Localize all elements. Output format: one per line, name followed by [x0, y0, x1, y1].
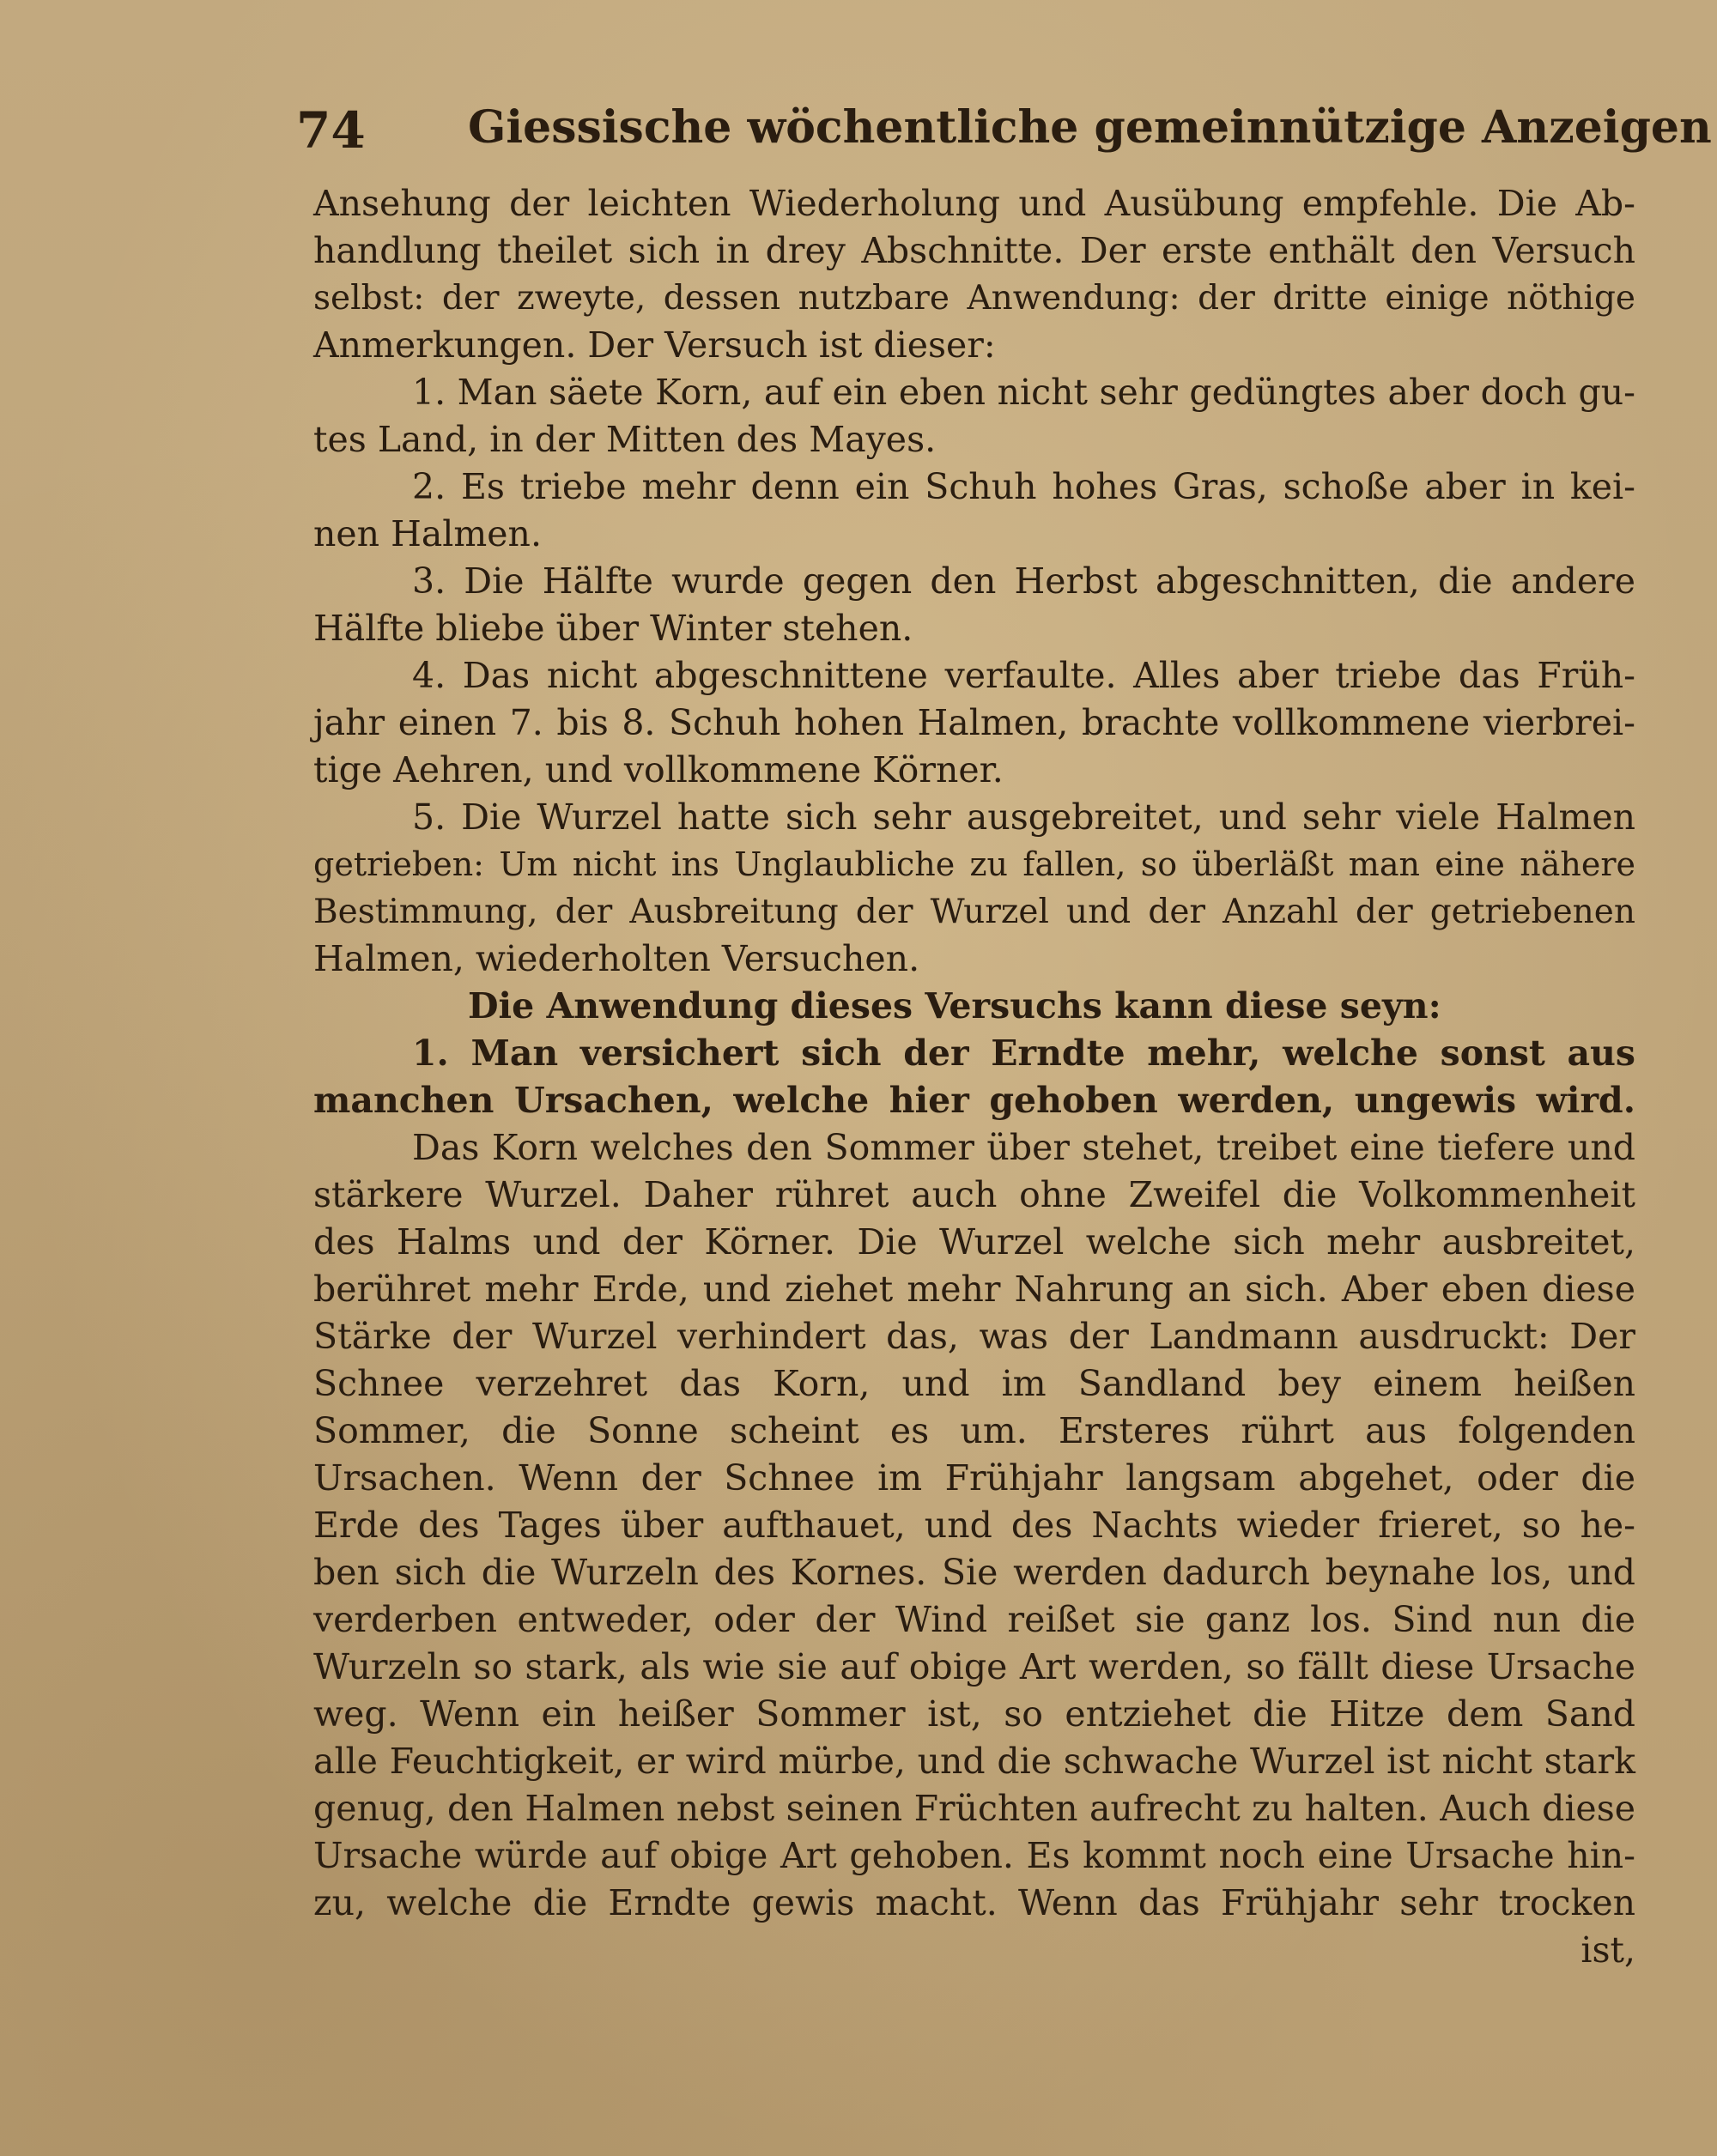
text-line: genug, den Halmen nebst seinen Früchten aufrecht zu halten. Auch diese [313, 1788, 1635, 1829]
text-line: getrieben: Um nicht ins Unglaubliche zu fallen, so überläßt man eine nähere [313, 845, 1635, 883]
text-line: Ansehung der leichten Wiederholung und Ausübung empfehle. Die Ab- [313, 183, 1635, 224]
list-item-line: 4. Das nicht abgeschnittene verfaulte. Alles aber triebe das Früh- [412, 655, 1635, 696]
text-line: Wurzeln so stark, als wie sie auf obige Art werden, so fällt diese Ursache [313, 1646, 1635, 1687]
text-line: Ursachen. Wenn der Schnee im Frühjahr langsam abgehet, oder die [313, 1457, 1635, 1499]
text-line: nen Halmen. [313, 513, 542, 554]
text-line: alle Feuchtigkeit, er wird mürbe, und die schwache Wurzel ist nicht stark [313, 1741, 1635, 1782]
text-line: tige Aehren, und vollkommene Körner. [313, 749, 1004, 790]
text-line: Hälfte bliebe über Winter stehen. [313, 608, 913, 649]
text-line: handlung theilet sich in drey Abschnitte. Der erste enthält den Versuch [313, 230, 1635, 271]
catchword: ist, [1580, 1929, 1635, 1971]
text-line: jahr einen 7. bis 8. Schuh hohen Halmen, brachte vollkommene vierbrei- [313, 702, 1635, 743]
text-line: zu, welche die Erndte gewis macht. Wenn das Frühjahr sehr trocken [313, 1882, 1635, 1923]
text-line: manchen Ursachen, welche hier gehoben werden, ungewis wird. [313, 1080, 1635, 1121]
text-line: Anmerkungen. Der Versuch ist dieser: [313, 324, 996, 366]
page-header [296, 101, 1712, 170]
running-title: Giessische wöchentliche gemeinnützige Anzeigen [468, 101, 1712, 154]
section-heading: Die Anwendung dieses Versuchs kann diese seyn: [468, 985, 1441, 1027]
body-text [313, 180, 1635, 1974]
text-line: Halmen, wiederholten Versuchen. [313, 938, 920, 979]
text-line: weg. Wenn ein heißer Sommer ist, so entziehet die Hitze dem Sand [313, 1693, 1635, 1735]
text-line: stärkere Wurzel. Daher rühret auch ohne Zweifel die Volkommenheit [313, 1174, 1635, 1215]
text-line: tes Land, in der Mitten des Mayes. [313, 419, 937, 460]
text-line: Stärke der Wurzel verhindert das, was der Landmann ausdruckt: Der [313, 1316, 1635, 1357]
text-line: ben sich die Wurzeln des Kornes. Sie werden dadurch beynahe los, und [313, 1552, 1635, 1593]
text-line: verderben entweder, oder der Wind reißet sie ganz los. Sind nun die [313, 1599, 1635, 1640]
text-line: berühret mehr Erde, und ziehet mehr Nahrung an sich. Aber eben diese [313, 1269, 1635, 1310]
list-item-line: 3. Die Hälfte wurde gegen den Herbst abgeschnitten, die andere [412, 560, 1635, 602]
list-item-line: 1. Man versichert sich der Erndte mehr, welche sonst aus [412, 1033, 1635, 1074]
text-line: des Halms und der Körner. Die Wurzel welche sich mehr ausbreitet, [313, 1221, 1635, 1263]
list-item-line: 5. Die Wurzel hatte sich sehr ausgebreitet, und sehr viele Halmen [412, 796, 1635, 838]
text-line: Schnee verzehret das Korn, und im Sandland bey einem heißen [313, 1363, 1635, 1404]
list-item-line: 1. Man säete Korn, auf ein eben nicht sehr gedüngtes aber doch gu- [412, 372, 1635, 413]
text-line: Ursache würde auf obige Art gehoben. Es kommt noch eine Ursache hin- [313, 1835, 1635, 1876]
list-item-line: 2. Es triebe mehr denn ein Schuh hohes Gras, schoße aber in kei- [412, 466, 1635, 507]
text-line: Das Korn welches den Sommer über stehet, treibet eine tiefere und [412, 1127, 1635, 1168]
text-line: Sommer, die Sonne scheint es um. Ersteres rührt aus folgenden [313, 1410, 1635, 1451]
text-line: Erde des Tages über aufthauet, und des Nachts wieder frieret, so he- [313, 1505, 1635, 1546]
page-number: 74 [296, 101, 366, 160]
text-line: Bestimmung, der Ausbreitung der Wurzel und der Anzahl der getriebenen [313, 893, 1635, 931]
text-line: selbst: der zweyte, dessen nutzbare Anwendung: der dritte einige nöthige [313, 279, 1635, 318]
